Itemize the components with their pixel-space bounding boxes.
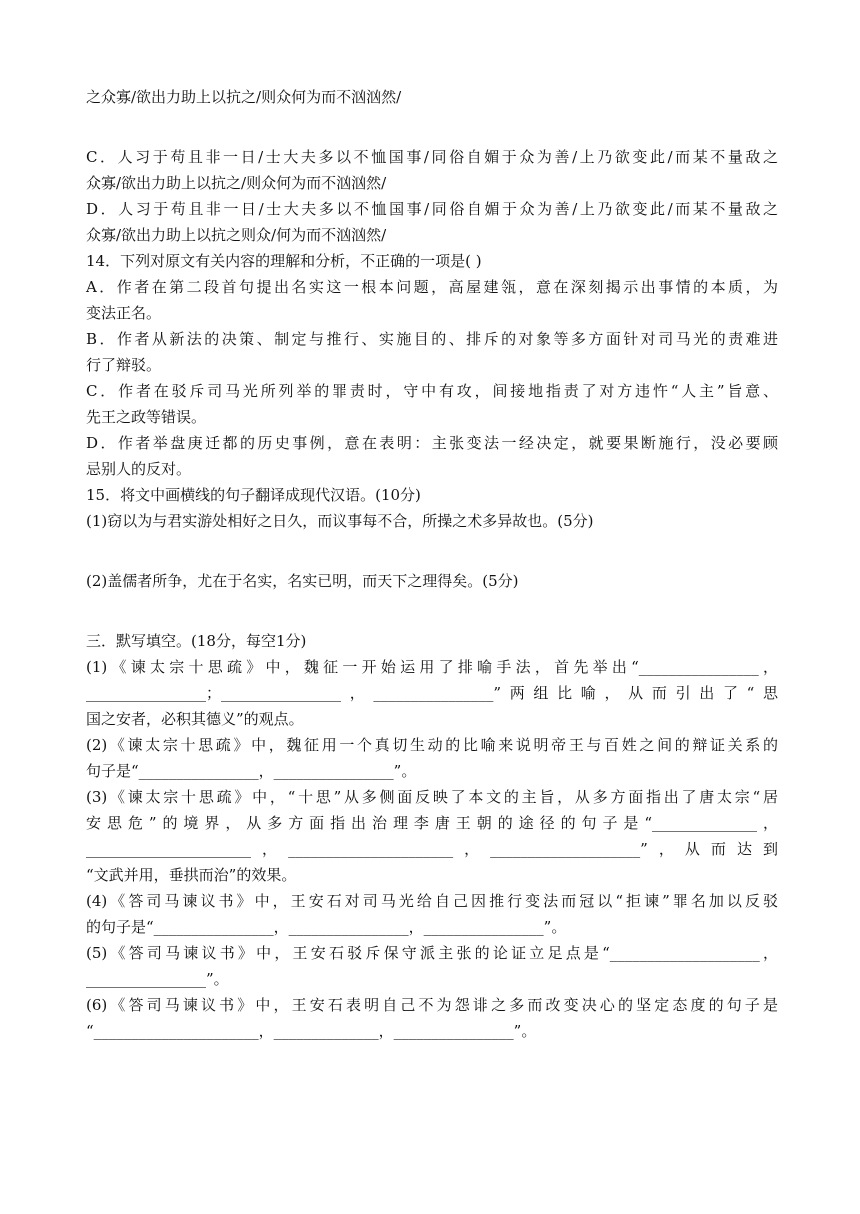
- section-3-title: 三．默写填空。(18分，每空1分): [86, 632, 307, 650]
- fill-4-line-1: (4)《答司马谏议书》中，王安石对司马光给自己因推行变法而冠以“拒谏”罪名加以反驳: [86, 892, 778, 910]
- fill-1-line-1: (1)《谏太宗十思疏》中，魏征一开始运用了排喻手法，首先举出“________________，: [86, 658, 778, 676]
- q13-option-c-cont: 众寡/欲出力助上以抗之/则众何为而不汹汹然/: [86, 174, 387, 192]
- q13-option-b-continuation: 之众寡/欲出力助上以抗之/则众何为而不汹汹然/: [86, 88, 402, 106]
- spacer: [86, 110, 778, 144]
- fill-3-line-1: (3)《谏太宗十思疏》中，“十思”从多侧面反映了本文的主旨，从多方面指出了唐太宗“居: [86, 788, 778, 806]
- q14-option-b-cont: 行了辩驳。: [86, 356, 162, 374]
- q15-sentence-1: (1)窃以为与君实游处相好之日久，而议事每不合，所操之术多异故也。(5分): [86, 512, 594, 530]
- fill-3-line-3: ______________________，______________________，____________________”，从而达到: [86, 840, 778, 858]
- q14-option-a: A．作者在第二段首句提出名实这一根本问题，高屋建瓴，意在深刻揭示出事情的本质，为: [86, 278, 778, 296]
- fill-4-line-2: 的句子是“________________，________________，________________”。: [86, 918, 567, 936]
- exam-page: [86, 84, 778, 1044]
- q13-option-c: C．人习于苟且非一日/士大夫多以不恤国事/同俗自媚于众为善/上乃欲变此/而某不量敌之: [86, 148, 778, 166]
- fill-2-line-2: 句子是“________________，________________”。: [86, 762, 417, 780]
- spacer: [86, 594, 778, 628]
- fill-6-line-1: (6)《答司马谏议书》中，王安石表明自己不为怨诽之多而改变决心的坚定态度的句子是: [86, 996, 778, 1014]
- fill-1-line-2: ________________；________________，________________”两组比喻，从而引出了“思: [86, 684, 778, 702]
- q14-option-c: C．作者在驳斥司马光所列举的罪责时，守中有攻，间接地指责了对方违忤“人主”旨意、: [86, 382, 778, 400]
- spacer: [86, 534, 778, 568]
- q14-option-d: D．作者举盘庚迁都的历史事例，意在表明：主张变法一经决定，就要果断施行，没必要顾: [86, 434, 778, 452]
- q15-stem: 15．将文中画横线的句子翻译成现代汉语。(10分): [86, 486, 421, 504]
- q14-option-d-cont: 忌别人的反对。: [86, 460, 192, 478]
- fill-5-line-1: (5)《答司马谏议书》中，王安石驳斥保守派主张的论证立足点是“____________________，: [86, 944, 778, 962]
- fill-3-line-2: 安思危”的境界，从多方面指出治理李唐王朝的途径的句子是“______________，: [86, 814, 778, 832]
- q15-sentence-2: (2)盖儒者所争，尤在于名实，名实已明，而天下之理得矣。(5分): [86, 572, 519, 590]
- q14-option-b: B．作者从新法的决策、制定与推行、实施目的、排斥的对象等多方面针对司马光的责难进: [86, 330, 778, 348]
- fill-6-line-2: “______________________，______________，________________”。: [86, 1022, 537, 1040]
- q14-option-c-cont: 先王之政等错误。: [86, 408, 207, 426]
- q14-option-a-cont: 变法正名。: [86, 304, 162, 322]
- q13-option-d-cont: 众寡/欲出力助上以抗之则众/何为而不汹汹然/: [86, 226, 387, 244]
- fill-5-line-2: ________________”。: [86, 970, 229, 988]
- fill-3-line-4: “文武并用，垂拱而治”的效果。: [86, 866, 297, 884]
- q13-option-d: D．人习于苟且非一日/士大夫多以不恤国事/同俗自媚于众为善/上乃欲变此/而某不量敌之: [86, 200, 778, 218]
- fill-2-line-1: (2)《谏太宗十思疏》中，魏征用一个真切生动的比喻来说明帝王与百姓之间的辩证关系的: [86, 736, 778, 754]
- fill-1-line-3: 国之安者，必积其德义”的观点。: [86, 710, 304, 728]
- q14-stem: 14．下列对原文有关内容的理解和分析，不正确的一项是( ): [86, 252, 482, 270]
